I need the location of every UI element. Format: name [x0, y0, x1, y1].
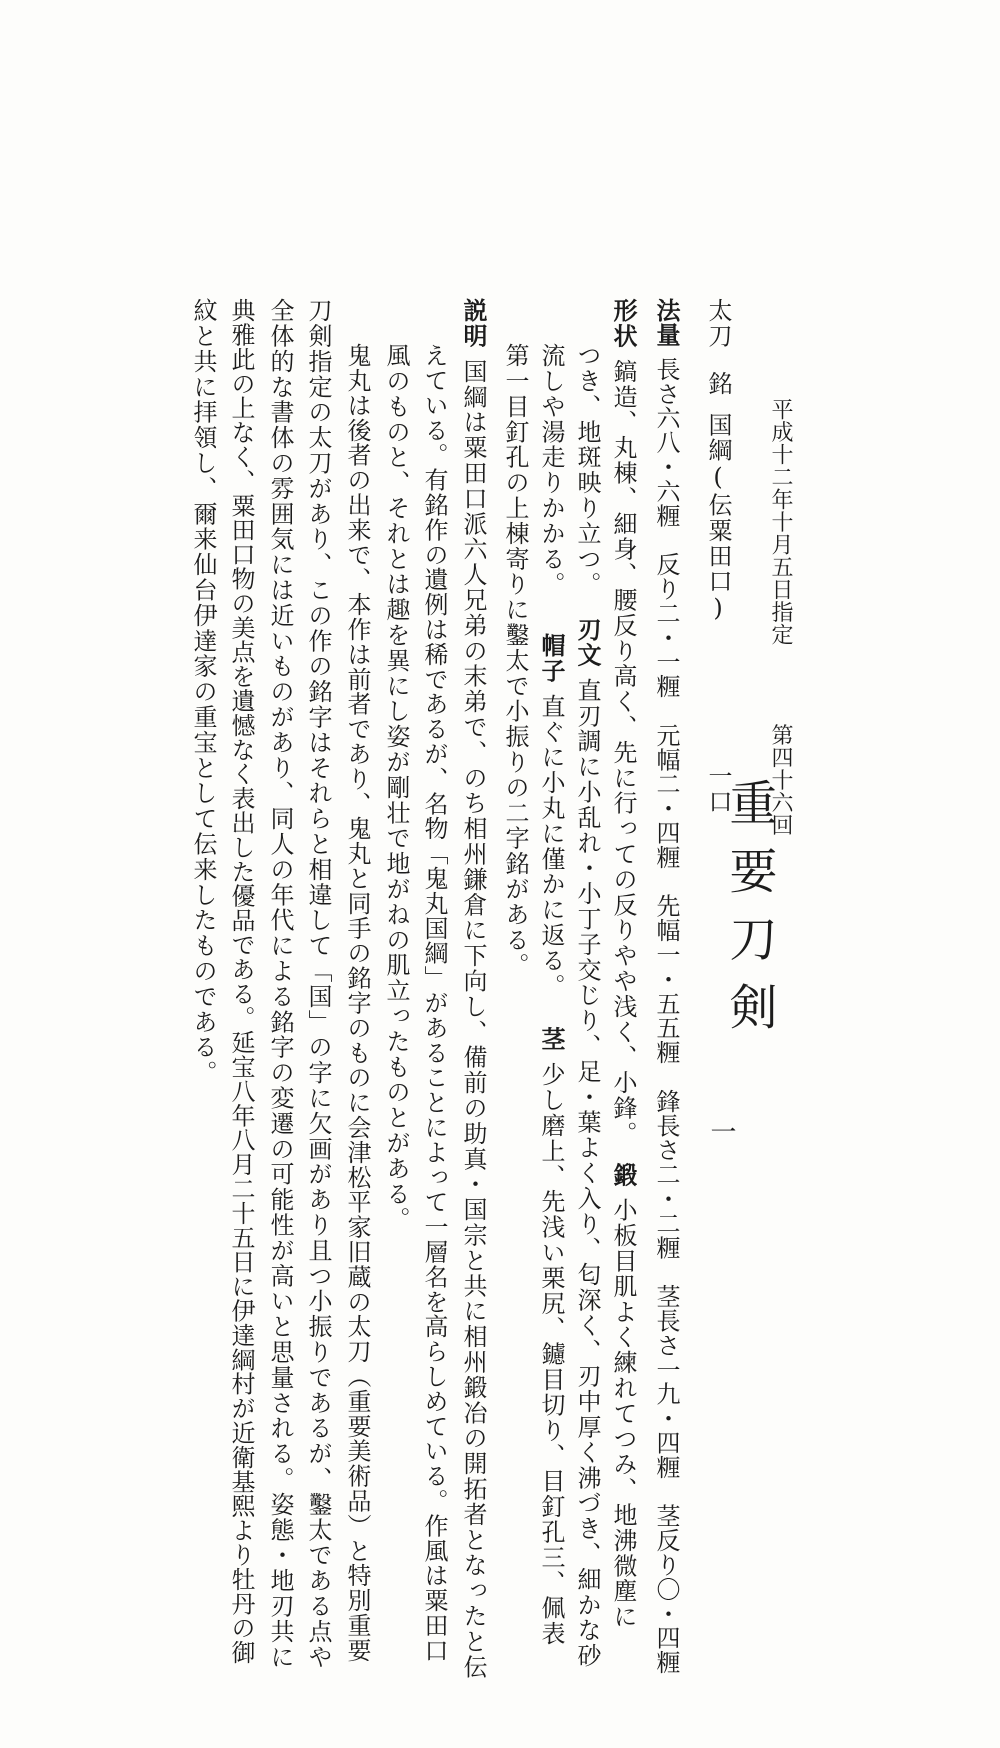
explanation-column-3: [381, 343, 411, 1232]
explanation-line-3: 風のものと、それとは趣を異にし姿が剛壮で地がねの肌立ったものとがある。: [382, 343, 410, 1232]
kitae-text-2: つき、地斑映り立つ。: [573, 343, 601, 597]
measurements-label: 法量: [652, 298, 680, 347]
hamon-column: [572, 343, 602, 1668]
measurements-column: [651, 298, 681, 1674]
nakago-text-1: 少し磨上、先浅い栗尻、鑢目切り、目釘孔三、佩表: [537, 1062, 565, 1647]
explanation-column-4: [342, 343, 372, 1663]
explanation-line-4: 鬼丸は後者の出来で、本作は前者であり、鬼丸と同手の銘字のものに会津松平家旧蔵の太刀（重要美術品）と特別重要: [343, 343, 371, 1663]
measurements-text: 長さ六八・六糎 反り二・一糎 元幅二・四糎 先幅一・五五糎 鋒長さ二・二糎 茎長さ一九・四糎 茎反り〇・四糎: [652, 356, 680, 1675]
explanation-line-2: えている。有銘作の遺例は稀であるが、名物「鬼丸国綱」があることによって一層名を高らしめている。作風は粟田口: [420, 343, 448, 1663]
item-count: 一口: [704, 763, 732, 815]
explanation-column-5: [303, 298, 333, 1670]
item-column: [703, 298, 733, 814]
explanation-column-6: [265, 298, 295, 1670]
nakago-text-2: 第一目釘孔の上棟寄りに鑿太で小振りの二字銘がある。: [501, 343, 529, 978]
nakago-cont-column: [500, 343, 530, 978]
explanation-line-6: 全体的な書体の雰囲気には近いものがあり、同人の年代による銘字の変遷の可能性が高いと思量される。姿態・地刃共に: [266, 298, 294, 1670]
boushi-column: [536, 343, 566, 1646]
explanation-line-5: 刀剣指定の太刀があり、この作の銘字はそれらと相違して「国」の字に欠画があり且つ小振りであるが、鑿太である点や: [304, 298, 332, 1670]
explanation-column-2: [419, 343, 449, 1663]
boushi-text: 直ぐに小丸に僅かに返る。: [537, 693, 565, 999]
mei-label: 銘: [704, 370, 732, 397]
boushi-label: 帽子: [537, 633, 565, 684]
shape-column: [608, 298, 638, 1629]
explanation-line-1: 国綱は粟田口派六人兄弟の末弟で、のち相州鎌倉に下向し、備前の助真・国宗と共に相州鍛冶の開拓者となったと伝: [459, 358, 487, 1680]
header-column: [765, 398, 795, 836]
explanation-line-8: 紋と共に拝領し、爾来仙台伊達家の重宝として伝来したものである。: [189, 298, 217, 1086]
page-title: 重要刀剣: [721, 778, 777, 1050]
shape-text: 鎬造、丸棟、細身、腰反り高く、先に行っての反りやや浅く、小鋒。: [609, 358, 637, 1147]
signature: 国綱(伝粟田口): [704, 412, 732, 624]
explanation-column-1: [458, 298, 488, 1680]
item-type: 太刀: [704, 298, 732, 349]
explanation-label: 説明: [459, 298, 487, 349]
explanation-line-7: 典雅此の上なく、粟田口物の美点を遺憾なく表出した優品である。延宝八年八月二十五日に伊達綱村が近衛基熙より牡丹の御: [227, 298, 255, 1665]
designation-date: 平成十二年十月五日指定: [768, 398, 793, 646]
page-number: 一: [706, 1118, 736, 1146]
explanation-column-8: [188, 298, 218, 1085]
hamon-text-1: 直刃調に小乱れ・小丁子交じり、足・葉よく入り、匂深く、刃中厚く沸づき、細かな砂: [573, 677, 601, 1669]
kitae-label: 鍛: [609, 1162, 637, 1188]
kitae-text-1: 小板目肌よく練れてつみ、地沸微塵に: [609, 1197, 637, 1630]
hamon-text-2: 流しや湯走りかかる。: [537, 343, 565, 597]
explanation-column-7: [226, 298, 256, 1664]
hamon-label: 刃文: [573, 617, 601, 668]
nakago-label: 茎: [537, 1026, 565, 1053]
session-number: 第四十六回: [768, 723, 793, 836]
shape-label: 形状: [609, 298, 637, 349]
